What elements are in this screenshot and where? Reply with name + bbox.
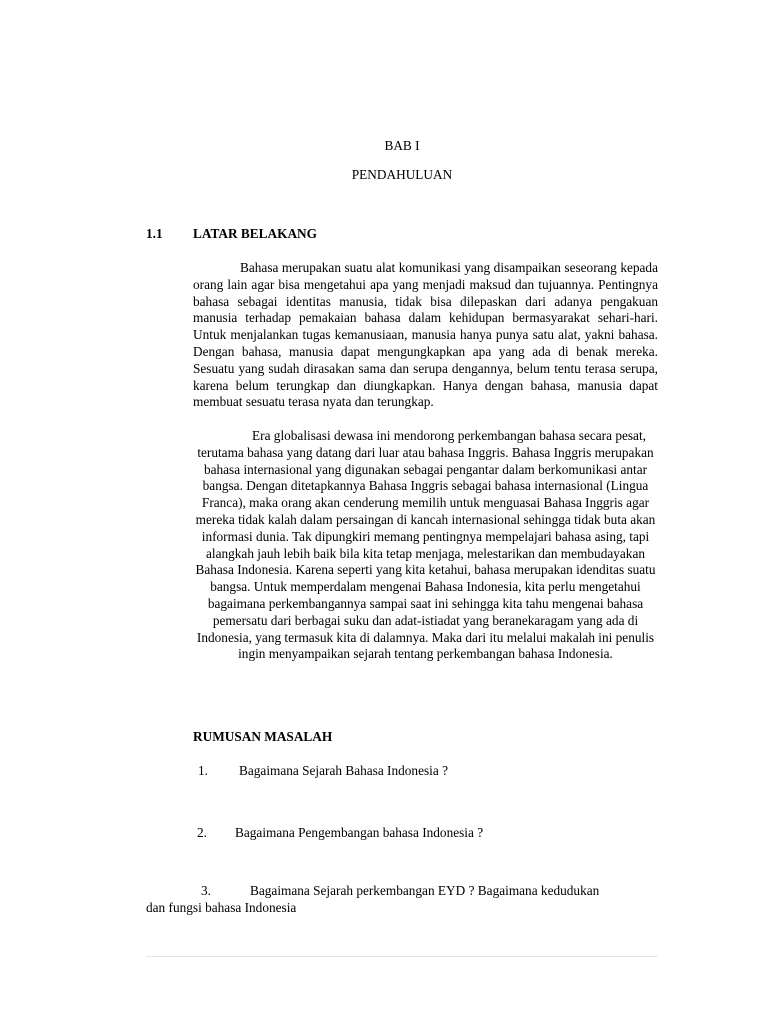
rumusan-masalah-heading: RUMUSAN MASALAH [193, 729, 333, 744]
list-item-number: 3. [201, 883, 211, 898]
list-item-text: Bagaimana Pengembangan bahasa Indonesia ? [235, 825, 484, 840]
paragraph-2-text: Era globalisasi dewasa ini mendorong perkembangan bahasa secara pesat, terutama bahasa yang datang dari luar atau bahasa Inggris. Bahasa Inggris merupakan bahasa internasional yang digunakan sebagai pengantar dalam berkomunikasi antar bangsa. Dengan ditetapkannya Bahasa Inggris sebagai bahasa internasional (Lingua Franca), maka orang akan cenderung memilih untuk menguasai Bahasa Inggris agar mereka tidak kalah dalam persaingan di kancah internasional sehingga tidak buta akan informasi dunia. Tak dipungkiri memang pentingnya mempelajari bahasa asing, tapi alangkah jauh lebih baik bila kita tetap menjaga, melestarikan dan membudayakan Bahasa Indonesia. Karena seperti yang kita ketahui, bahasa merupakan idenditas suatu bangsa. Untuk memperdalam mengenai Bahasa Indonesia, kita perlu mengetahui bagaimana perkembangannya sampai saat ini sehingga kita tahu mengenai bahasa pemersatu dari berbagai suku dan adat-istiadat yang beranekaragam yang ada di Indonesia, yang termasuk kita di dalamnya. Maka dari itu melalui makalah ini penulis ingin menyampaikan sejarah tentang perkembangan bahasa Indonesia. [195, 428, 656, 662]
list-item-text: Bagaimana Sejarah perkembangan EYD ? Bagaimana kedudukan [250, 883, 600, 898]
chapter-title: BAB I [384, 138, 420, 153]
list-item-continuation: dan fungsi bahasa Indonesia [146, 900, 297, 915]
paragraph-latar-belakang-2 [193, 428, 658, 663]
list-item-text: Bagaimana Sejarah Bahasa Indonesia ? [239, 763, 448, 778]
page-divider [146, 956, 658, 957]
section-number: 1.1 [146, 226, 163, 241]
chapter-subtitle: PENDAHULUAN [351, 167, 453, 182]
paragraph-latar-belakang-1: Bahasa merupakan suatu alat komunikasi yang disampaikan seseorang kepada orang lain agar bisa mengetahui apa yang menjadi maksud dan tujuannya. Pentingnya bahasa sebagai identitas manusia, tidak bisa dilepaskan dari adanya pengakuan manusia terhadap pemakaian bahasa dalam kehidupan bermasyarakat sehari-hari. Untuk menjalankan tugas kemanusiaan, manusia hanya punya satu alat, yakni bahasa. Dengan bahasa, manusia dapat mengungkapkan apa yang ada di benak mereka. Sesuatu yang sudah dirasakan sama dan serupa dengannya, belum tentu terasa serupa, karena belum terungkap dan diungkapkan. Hanya dengan bahasa, manusia dapat membuat sesuatu terasa nyata dan terungkap. [193, 260, 658, 410]
list-item-number: 2. [197, 825, 207, 840]
list-item-number: 1. [198, 763, 208, 778]
section-title: LATAR BELAKANG [193, 226, 317, 241]
